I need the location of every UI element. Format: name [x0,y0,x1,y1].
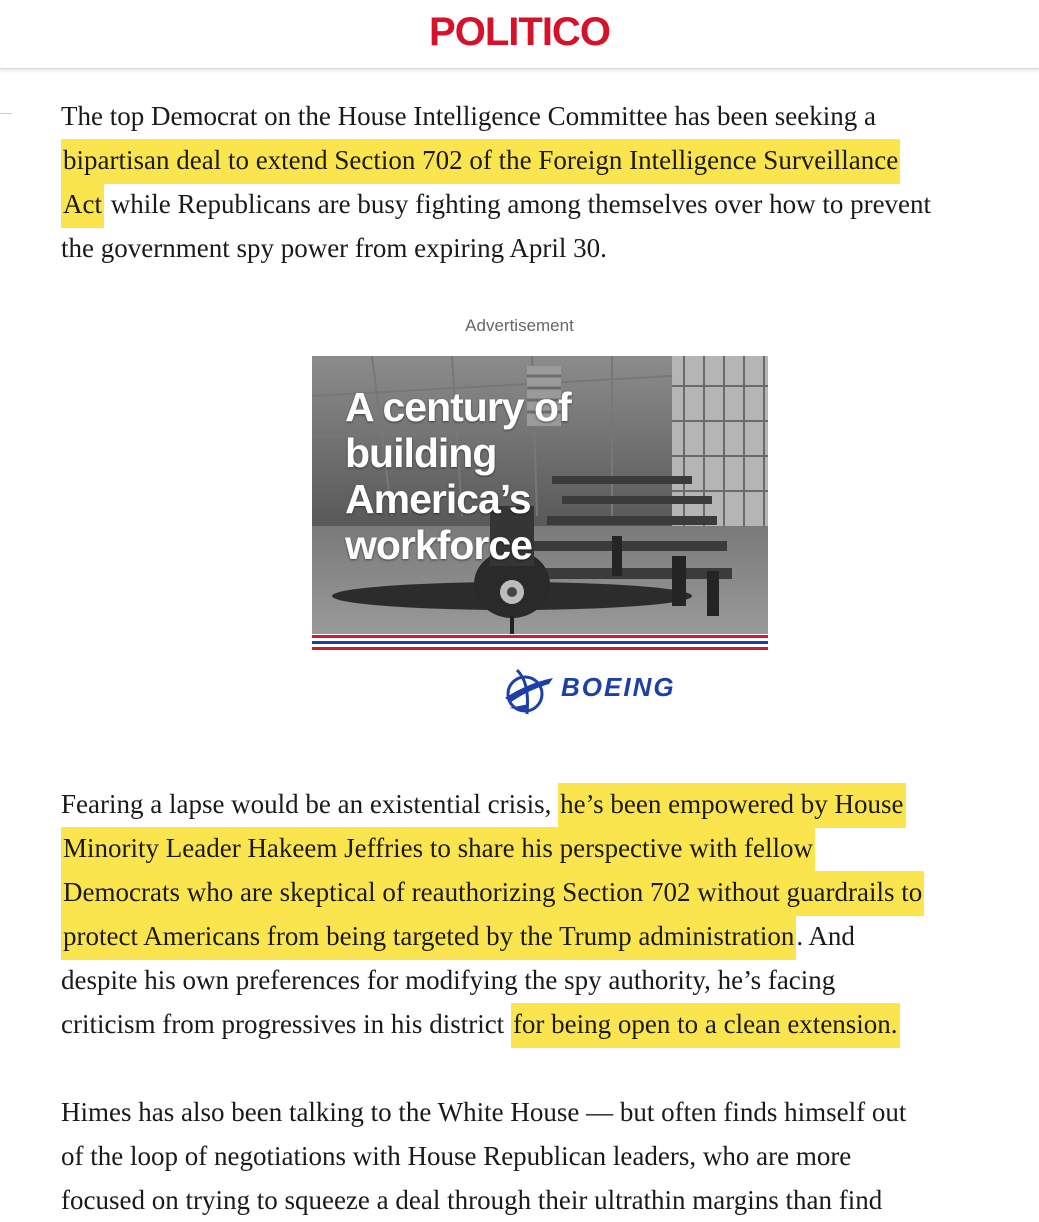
ad-headline-line: America’s [345,476,531,522]
text-line [61,182,1021,226]
text-line [61,870,1021,914]
ad-headline-line: building [345,430,497,476]
text-run: of the loop of negotiations with House Republican leaders, who are more [61,1141,852,1171]
article-paragraph-2 [61,782,1021,1046]
highlighted-text: Act [61,183,104,228]
ad-headline [345,384,571,568]
text-run: the government spy power from expiring April 30. [61,233,607,263]
site-header [0,0,1039,69]
text-line [61,826,1021,870]
text-run: The top Democrat on the House Intelligence Committee has been seeking a [61,101,876,131]
boeing-logo-icon [503,664,555,720]
text-run: Fearing a lapse would be an existential crisis, [61,789,559,819]
ad-headline-line: workforce [345,522,532,568]
text-line [61,1090,1021,1134]
highlighted-text: Democrats who are skeptical of reauthorizing Section 702 without guardrails to [61,871,924,916]
text-run: while Republicans are busy fighting among themselves over how to prevent [103,189,932,219]
politico-logo[interactable]: POLITICO [429,10,610,54]
article-paragraph-3 [61,1090,1021,1222]
highlighted-text: he’s been empowered by House [558,783,905,828]
highlighted-text: for being open to a clean extension. [511,1003,900,1048]
article-paragraph-1 [61,94,1021,270]
text-line [61,914,1021,958]
text-line [61,1002,1021,1046]
highlighted-text: bipartisan deal to extend Section 702 of the Foreign Intelligence Surveillance [61,139,900,184]
text-run: despite his own preferences for modifying the spy authority, he’s facing [61,965,836,995]
text-line [61,782,1021,826]
ad-headline-line: A century of [345,384,571,430]
text-run: criticism from progressives in his district [61,1009,511,1039]
highlighted-text: Minority Leader Hakeem Jeffries to share his perspective with fellow [61,827,815,872]
text-run: . And [796,921,855,951]
text-line [61,1134,1021,1178]
text-line [61,138,1021,182]
text-line [61,94,1021,138]
text-line [61,226,1021,270]
boeing-wordmark: BOEING [561,672,676,702]
highlighted-text: protect Americans from being targeted by the Trump administration [61,915,796,960]
text-run: focused on trying to squeeze a deal through their ultrathin margins than find [61,1185,883,1215]
text-line [61,958,1021,1002]
text-run: Himes has also been talking to the White House — but often finds himself out [61,1097,907,1127]
edge-divider [0,113,12,114]
advertisement-label: Advertisement [465,316,574,335]
text-line [61,1178,1021,1222]
